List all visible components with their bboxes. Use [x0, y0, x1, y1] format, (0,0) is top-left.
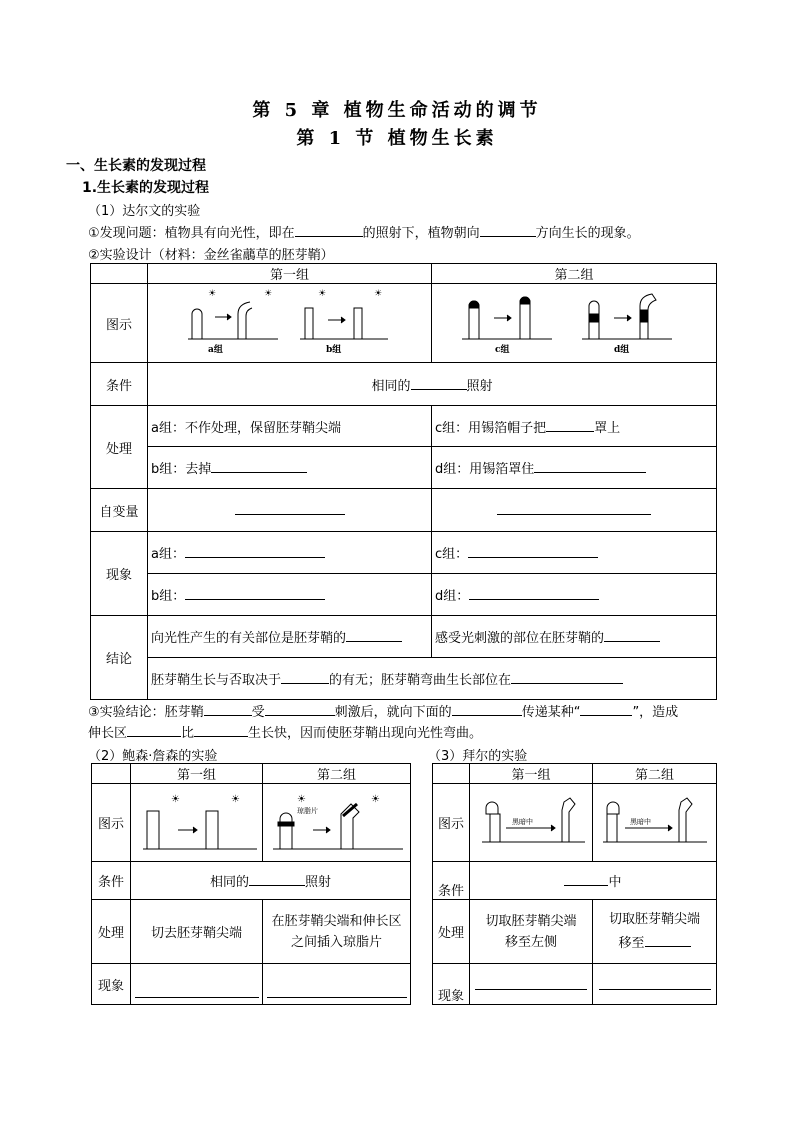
group1-header: 第一组 [148, 264, 432, 284]
darwin-title: （1）达尔文的实验 [88, 204, 201, 219]
tip-right-diagram [593, 784, 717, 857]
row-label-diagram: 图示 [91, 284, 148, 363]
row-label-diagram: 图示 [433, 784, 470, 862]
text: 相同的 [209, 875, 249, 890]
treat-a: a组：不作处理，保留胚芽鞘尖端 [148, 406, 432, 447]
agar-label: 琼脂片 [297, 807, 318, 815]
boysen-table [91, 763, 411, 1005]
design-label: ②实验设计（材料：金丝雀虉草的胚芽鞘） [88, 248, 334, 263]
light-icon: ☀ [208, 289, 217, 299]
variable-1 [148, 489, 432, 532]
treat-b [148, 447, 432, 489]
blank[interactable] [204, 703, 252, 716]
diagram-group2 [593, 784, 717, 862]
heading-1: 一、生长素的发现过程 [66, 158, 206, 174]
light-icon: ☀ [374, 289, 383, 299]
light-icon: ☀ [318, 289, 327, 299]
text: 罩上 [594, 420, 621, 436]
text: 中 [608, 875, 622, 890]
text: 切取胚芽鞘尖端 [608, 911, 700, 927]
condition-cell [131, 862, 411, 900]
phen-c [432, 532, 717, 574]
diagram-group1 [470, 784, 593, 862]
text: 胚芽鞘生长与否取决于 [151, 673, 282, 688]
phen-1 [470, 964, 593, 1005]
condition-cell [470, 862, 717, 900]
blank[interactable] [185, 545, 325, 558]
phen-2 [263, 964, 411, 1005]
phen-b [148, 574, 432, 616]
blank[interactable] [267, 985, 407, 998]
light-icon: ☀ [231, 794, 240, 805]
blank[interactable] [194, 724, 248, 737]
caption-b: b组 [326, 345, 342, 355]
text: 感受光刺激的部位在胚芽鞘的 [435, 631, 605, 646]
text: 照射 [466, 378, 493, 394]
light-icon: ☀ [371, 794, 380, 805]
experiment-conclusion-line1 [88, 701, 678, 720]
text: c组： [435, 547, 469, 562]
blank[interactable] [546, 419, 594, 432]
text: 伸长区 [88, 726, 128, 741]
text: ①发现问题：植物具有向光性，即在 [88, 226, 295, 241]
treat-1: 切去胚芽鞘尖端 [131, 900, 263, 964]
dark-label: 黑暗中 [512, 818, 533, 826]
row-label-conclusion: 结论 [91, 616, 148, 700]
text: 生长快，因而使胚芽鞘出现向光性弯曲。 [248, 726, 483, 741]
text: 向光性产生的有关部位是胚芽鞘的 [151, 631, 347, 646]
row-label-phenomenon: 现象 [91, 532, 148, 616]
coleoptile-diagram-ab [148, 284, 432, 358]
blank[interactable] [211, 460, 307, 473]
blank[interactable] [599, 977, 711, 990]
text-line [596, 932, 713, 956]
treat-d [432, 447, 717, 489]
row-label-condition: 条件 [433, 862, 470, 900]
text: 的有无；胚芽鞘弯曲生长部位在 [329, 673, 512, 688]
text: 的照射下，植物朝向 [362, 226, 480, 241]
row-label-diagram: 图示 [92, 784, 131, 862]
conc-1 [148, 616, 432, 658]
text: 照射 [305, 875, 332, 890]
light-icon: ☀ [171, 794, 180, 805]
row-label-treatment: 处理 [92, 900, 131, 964]
text: 受 [251, 705, 265, 720]
conc-2 [432, 616, 717, 658]
group2-header: 第二组 [263, 764, 411, 784]
blank[interactable] [497, 502, 651, 515]
blank[interactable] [346, 629, 402, 642]
heading-2: 1.生长素的发现过程 [82, 180, 210, 196]
row-label-phenomenon: 现象 [433, 964, 470, 1005]
blank[interactable] [475, 977, 587, 990]
blank[interactable] [235, 502, 345, 515]
row-label-treatment: 处理 [91, 406, 148, 489]
row-label-condition: 条件 [92, 862, 131, 900]
blank[interactable] [135, 985, 259, 998]
text: 移至 [618, 935, 645, 951]
phen-2 [593, 964, 717, 1005]
blank[interactable] [281, 671, 329, 684]
blank[interactable] [295, 224, 363, 237]
corner-cell [433, 764, 470, 784]
blank[interactable] [534, 460, 646, 473]
blank[interactable] [604, 629, 660, 642]
cut-tip-diagram [131, 784, 263, 857]
darwin-table [90, 263, 717, 700]
text: d组： [435, 589, 470, 604]
variable-2 [432, 489, 717, 532]
light-icon: ☀ [264, 289, 273, 299]
coleoptile-diagram-cd [432, 284, 717, 358]
treat-1: 切取胚芽鞘尖端移至左侧 [470, 900, 593, 964]
text: ③实验结论：胚芽鞘 [88, 705, 204, 720]
row-label-phenomenon: 现象 [92, 964, 131, 1005]
phen-d [432, 574, 717, 616]
blank[interactable] [511, 671, 623, 684]
text: 刺激后，就向下面的 [334, 705, 452, 720]
group1-header: 第一组 [470, 764, 593, 784]
light-icon: ☀ [297, 794, 306, 805]
dark-label: 黑暗中 [630, 818, 651, 826]
paal-title: （3）拜尔的实验 [428, 749, 528, 764]
caption-c: c组 [495, 345, 510, 355]
treat-2: 在胚芽鞘尖端和伸长区之间插入琼脂片 [263, 900, 411, 964]
discovery-question [88, 222, 640, 241]
blank[interactable] [127, 724, 181, 737]
row-label-treatment: 处理 [433, 900, 470, 964]
text: 比 [181, 726, 195, 741]
group1-header: 第一组 [131, 764, 263, 784]
row-label-variable: 自变量 [91, 489, 148, 532]
text: 相同的 [371, 378, 411, 394]
phen-a [148, 532, 432, 574]
caption-d: d组 [614, 345, 630, 355]
blank[interactable] [580, 703, 632, 716]
blank[interactable] [564, 873, 608, 886]
text: 方向生长的现象。 [535, 226, 640, 241]
experiment-conclusion-line2 [88, 722, 482, 741]
condition-cell [148, 363, 717, 406]
blank[interactable] [645, 934, 691, 947]
text: 传递某种“ [521, 705, 581, 720]
blank[interactable] [249, 873, 305, 886]
diagram-group2 [432, 284, 717, 363]
text: b组： [151, 589, 186, 604]
blank[interactable] [469, 587, 599, 600]
blank[interactable] [265, 703, 335, 716]
blank[interactable] [468, 545, 598, 558]
text: b组：去掉 [151, 462, 212, 477]
blank[interactable] [452, 703, 522, 716]
phen-1 [131, 964, 263, 1005]
section-title: 第 1 节 植物生长素 [296, 128, 498, 149]
chapter-title: 第 5 章 植物生命活动的调节 [252, 100, 542, 121]
group2-header: 第二组 [432, 264, 717, 284]
boysen-title: （2）鲍森·詹森的实验 [88, 749, 218, 764]
blank[interactable] [411, 377, 467, 390]
row-label-condition: 条件 [91, 363, 148, 406]
caption-a: a组 [208, 345, 223, 355]
treat-c [432, 406, 717, 447]
blank[interactable] [480, 224, 536, 237]
blank[interactable] [185, 587, 325, 600]
agar-insert-diagram [263, 784, 411, 857]
text: c组：用锡箔帽子把 [435, 420, 547, 436]
corner-cell [91, 264, 148, 284]
group2-header: 第二组 [593, 764, 717, 784]
diagram-group1 [148, 284, 432, 363]
text: ”，造成 [632, 705, 679, 720]
text: d组：用锡箔罩住 [435, 462, 535, 477]
diagram-group2 [263, 784, 411, 862]
paal-table [432, 763, 717, 1005]
conc-3 [148, 658, 717, 700]
corner-cell [92, 764, 131, 784]
treat-2 [593, 900, 717, 964]
text: a组： [151, 547, 185, 562]
diagram-group1 [131, 784, 263, 862]
